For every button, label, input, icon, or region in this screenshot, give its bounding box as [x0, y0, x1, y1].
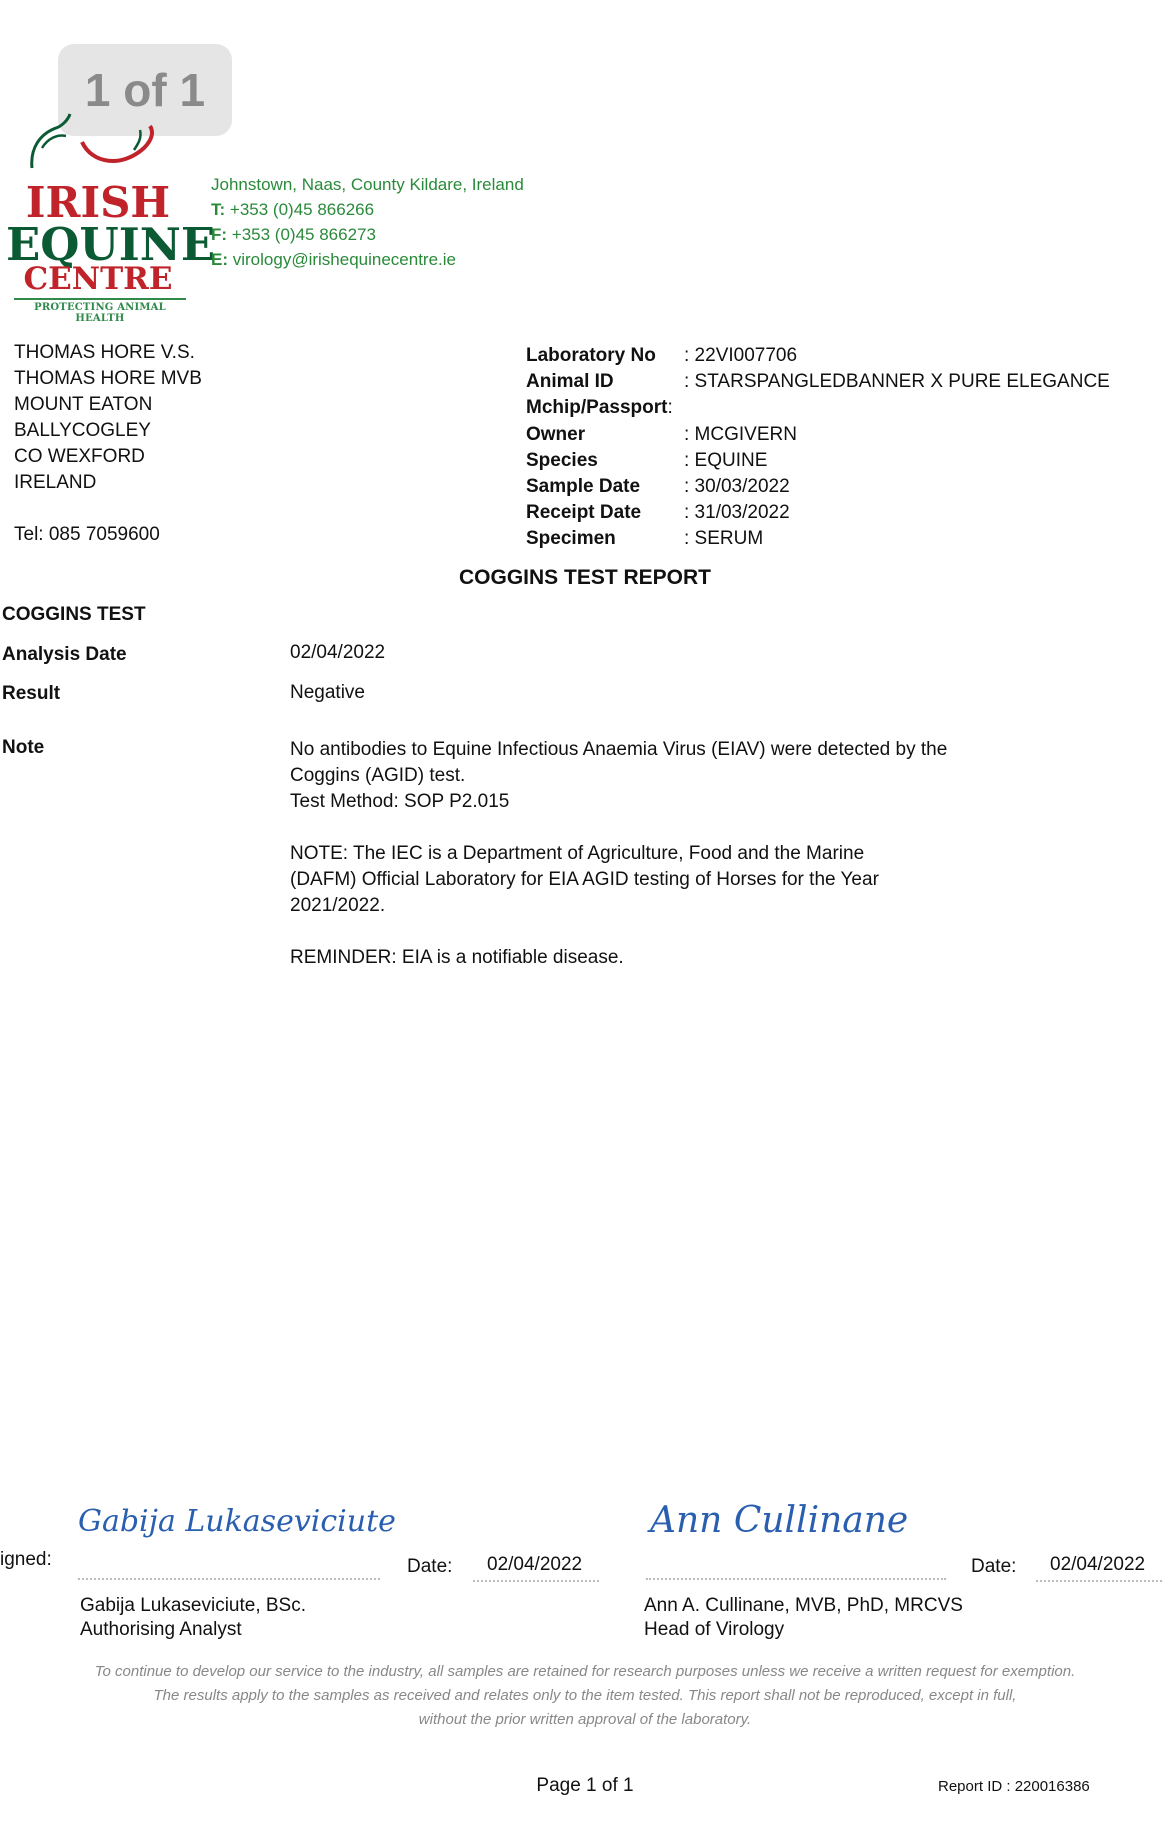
- report-title: COGGINS TEST REPORT: [458, 566, 712, 589]
- contact-fax: F: +353 (0)45 866273: [211, 225, 376, 244]
- date-label-left: Date:: [407, 1556, 453, 1577]
- date-value-right: 02/04/2022: [1050, 1554, 1146, 1575]
- lab-info-row: Species : EQUINE: [526, 449, 768, 471]
- address-line: THOMAS HORE V.S.: [14, 342, 195, 363]
- note-paragraph: Test Method: SOP P2.015: [290, 791, 510, 812]
- contact-email: E: virology@irishequinecentre.ie: [211, 250, 456, 269]
- disclaimer-line: To continue to develop our service to the industry, all samples are retained for research purposes unless we receive a written request for exemption.: [94, 1663, 1076, 1680]
- logo-centre: CENTRE: [23, 261, 173, 297]
- signature-line-left: [78, 1578, 380, 1580]
- address-line: CO WEXFORD: [14, 446, 145, 467]
- signature-left: Gabija Lukaseviciute: [78, 1504, 396, 1539]
- logo-tagline: PROTECTING ANIMAL HEALTH: [34, 302, 166, 324]
- contact-phone: T: +353 (0)45 866266: [211, 200, 375, 219]
- lab-info-table: [526, 343, 1110, 553]
- logo-irish: IRISH: [25, 178, 171, 227]
- recipient-tel: Tel: 085 7059600: [14, 524, 160, 545]
- signatory-name-right: Ann A. Cullinane, MVB, PhD, MRCVS: [644, 1595, 963, 1616]
- signature-line-right: [646, 1578, 946, 1580]
- report-id: Report ID : 220016386: [938, 1778, 1090, 1795]
- address-line: BALLYCOGLEY: [14, 420, 151, 441]
- page-count-badge: 1 of 1: [58, 44, 232, 136]
- signed-label: igned:: [0, 1549, 52, 1570]
- logo-divider: [14, 298, 186, 300]
- note-label: Note: [2, 737, 45, 758]
- lab-info-row: Owner : MCGIVERN: [526, 423, 797, 445]
- note-paragraph: No antibodies to Equine Infectious Anaemia Virus (EIAV) were detected by the Coggins (AGID) test.: [290, 739, 948, 786]
- recipient-address: [14, 340, 202, 548]
- address-line: IRELAND: [14, 472, 97, 493]
- note-paragraph: NOTE: The IEC is a Department of Agriculture, Food and the Marine (DAFM) Official Laboratory for EIA AGID testing of Horses for the Year 2021/2022.: [290, 843, 879, 916]
- footer-disclaimer: [60, 1660, 1110, 1732]
- date-line-left: [473, 1580, 599, 1582]
- horse-logo-icon: [22, 108, 172, 172]
- lab-info-row: Laboratory No : 22VI007706: [526, 345, 798, 366]
- address-line: MOUNT EATON: [14, 394, 153, 415]
- lab-info-row: Sample Date : 30/03/2022: [526, 476, 790, 498]
- lab-info-row: Receipt Date : 31/03/2022: [526, 502, 790, 524]
- note-text: [290, 737, 990, 997]
- disclaimer-line: The results apply to the samples as received and relates only to the item tested. This report shall not be reproduced, except in full, without the prior written approval of the laboratory.: [153, 1687, 1017, 1728]
- date-label-right: Date:: [971, 1556, 1017, 1577]
- analysis-date-label: Analysis Date: [2, 644, 127, 665]
- logo-equine: EQUINE: [6, 218, 216, 271]
- result-label: Result: [2, 683, 61, 704]
- signature-right: Ann Cullinane: [650, 1500, 909, 1541]
- page-number: Page 1 of 1: [536, 1775, 634, 1796]
- section-heading: COGGINS TEST: [2, 604, 146, 625]
- lab-info-row: Animal ID : STARSPANGLEDBANNER X PURE ELEGANCE: [526, 371, 1110, 393]
- contact-block: [211, 172, 524, 272]
- note-paragraph: REMINDER: EIA is a notifiable disease.: [290, 947, 624, 968]
- date-value-left: 02/04/2022: [487, 1554, 583, 1575]
- lab-info-row: Mchip/Passport :: [526, 397, 673, 419]
- result-value: Negative: [290, 682, 365, 703]
- address-line: THOMAS HORE MVB: [14, 368, 202, 389]
- signatory-role-left: Authorising Analyst: [80, 1619, 242, 1640]
- signatory-name-left: Gabija Lukaseviciute, BSc.: [80, 1595, 307, 1616]
- date-line-right: [1036, 1580, 1162, 1582]
- signatory-role-right: Head of Virology: [644, 1619, 785, 1640]
- analysis-date-value: 02/04/2022: [290, 642, 386, 663]
- contact-address: Johnstown, Naas, County Kildare, Ireland: [211, 175, 524, 194]
- lab-info-row: Specimen : SERUM: [526, 528, 764, 550]
